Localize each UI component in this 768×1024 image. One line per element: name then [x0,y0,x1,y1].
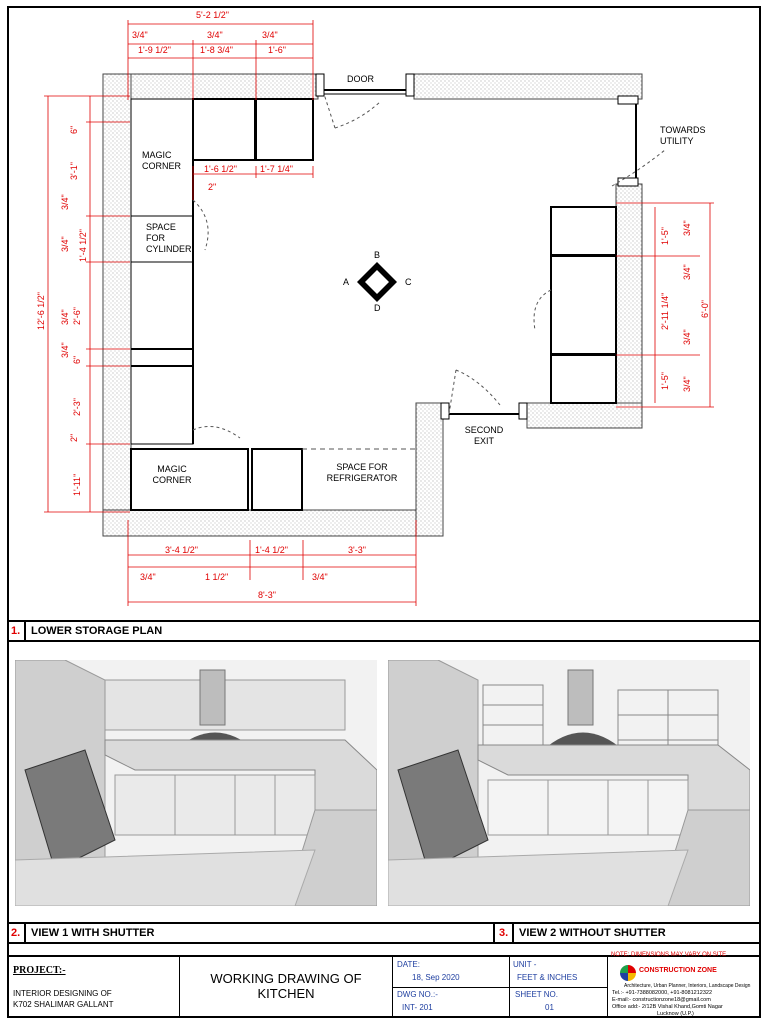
cylinder-space-label: SPACE FOR CYLINDER [146,222,192,254]
dwg-value: INT- 201 [402,1003,433,1012]
project-line-2: K702 SHALIMAR GALLANT [13,1000,114,1009]
dwg-label: DWG NO.:- [397,990,438,999]
dim-bottom-a: 3'-4 1/2" [165,545,198,555]
construction-zone-logo-icon [620,965,636,981]
dim-top-f: 2" [208,182,217,192]
compass-b: B [374,250,381,260]
dim-top-c: 1'-6" [268,45,286,55]
title-block-divider-v [509,957,510,1018]
dim-left-6: 2'-6" [72,307,82,325]
dim-top-total: 5'-2 1/2" [196,10,229,20]
drawing-title-line-1: WORKING DRAWING OF [210,971,362,986]
drawing-title [179,957,393,1018]
dim-bottom-f: 3/4" [312,572,328,582]
dim-right-6: 3/4" [682,329,692,345]
dim-left-11: 2" [69,433,79,442]
company-address-2: Lucknow (U.P.) [657,1011,694,1017]
section-bar-2-3 [7,922,761,944]
title-block-divider [393,987,607,988]
dim-right-total: 6'-0" [700,300,710,318]
dim-right-4: 3/4" [682,264,692,280]
title-block-divider-v2 [607,957,608,1018]
compass-c: C [405,277,412,287]
project-label: PROJECT:- [13,965,66,976]
magic-corner-label: MAGIC CORNER [142,150,182,171]
dim-left-9: 3/4" [60,342,70,358]
dim-right-7: 3/4" [682,376,692,392]
magic-corner-bottom-label: MAGIC CORNER [152,464,192,485]
company-tagline: Architecture, Urban Planner, Interiors, Landscape Design [624,983,751,989]
unit-value: FEET & INCHES [517,973,578,982]
dim-top-q1: 3/4" [132,30,148,40]
refrigerator-space-label: SPACE FOR REFRIGERATOR [326,462,398,483]
company-name: CONSTRUCTION ZONE [639,967,717,974]
compass-d: D [374,303,381,313]
company-tel: Tel.:- +91-7388082000, +91-8081212322 [612,990,713,996]
section-3-title: VIEW 2 WITHOUT SHUTTER [519,927,666,939]
section-1-title: LOWER STORAGE PLAN [31,625,163,637]
section-bar-1 [7,620,761,642]
dim-left-total: 12'-6 1/2" [36,292,46,330]
dim-right-3: 2'-11 1/4" [660,292,670,330]
dim-bottom-total: 8'-3" [258,590,276,600]
kitchen-3d-view-without-shutter [388,660,750,906]
dim-bottom-d: 3/4" [140,572,156,582]
sheet-value: 01 [545,1003,554,1012]
dim-left-8: 6" [72,355,82,364]
compass-rose [343,250,412,313]
dim-left-2: 3'-1" [69,162,79,180]
dim-left-12: 1'-11" [72,473,82,496]
company-email: E-mail:- constructionzone18@gmail.com [612,997,711,1003]
dimension-note: NOTE: DIMENSIONS MAY VARY ON SITE [611,952,727,958]
dim-right-1: 1'-5" [660,227,670,245]
dim-top-q2: 3/4" [207,30,223,40]
project-line-1: INTERIOR DESIGNING OF [13,989,112,998]
date-label: DATE: [397,960,420,969]
compass-a: A [343,277,350,287]
date-value: 18, Sep 2020 [412,973,460,982]
dim-top-b: 1'-8 3/4" [200,45,233,55]
towards-utility-label: TOWARDS UTILITY [660,125,706,146]
section-3-number: 3. [493,924,514,942]
dim-bottom-c: 3'-3" [348,545,366,555]
dim-top-e: 1'-7 1/4" [260,164,293,174]
sheet-label: SHEET NO. [515,990,558,999]
dim-top-d: 1'-6 1/2" [204,164,237,174]
drawing-title-line-2: KITCHEN [257,986,315,1001]
unit-label: UNIT - [513,960,537,969]
section-1-number: 1. [7,622,26,640]
dim-top-q3: 3/4" [262,30,278,40]
dim-left-4: 1'-4 1/2" [78,229,88,262]
dim-left-10: 2'-3" [72,398,82,416]
section-2-title: VIEW 1 WITH SHUTTER [31,927,155,939]
door-label: DOOR [347,74,374,84]
dim-left-1: 6" [69,125,79,134]
dim-left-5: 3/4" [60,236,70,252]
dim-left-3: 3/4" [60,194,70,210]
dim-bottom-b: 1'-4 1/2" [255,545,288,555]
second-exit-label: SECOND EXIT [464,425,504,446]
dim-bottom-e: 1 1/2" [205,572,229,582]
title-block [7,952,761,1018]
dim-right-2: 3/4" [682,220,692,236]
kitchen-3d-view-with-shutter [15,660,377,906]
company-address-1: Office add:- 2/12B Vishal Khand,Gomti Nagar [612,1004,723,1010]
dim-top-a: 1'-9 1/2" [138,45,171,55]
section-2-number: 2. [7,924,26,942]
dim-right-5: 1'-5" [660,372,670,390]
dim-left-7: 3/4" [60,309,70,325]
